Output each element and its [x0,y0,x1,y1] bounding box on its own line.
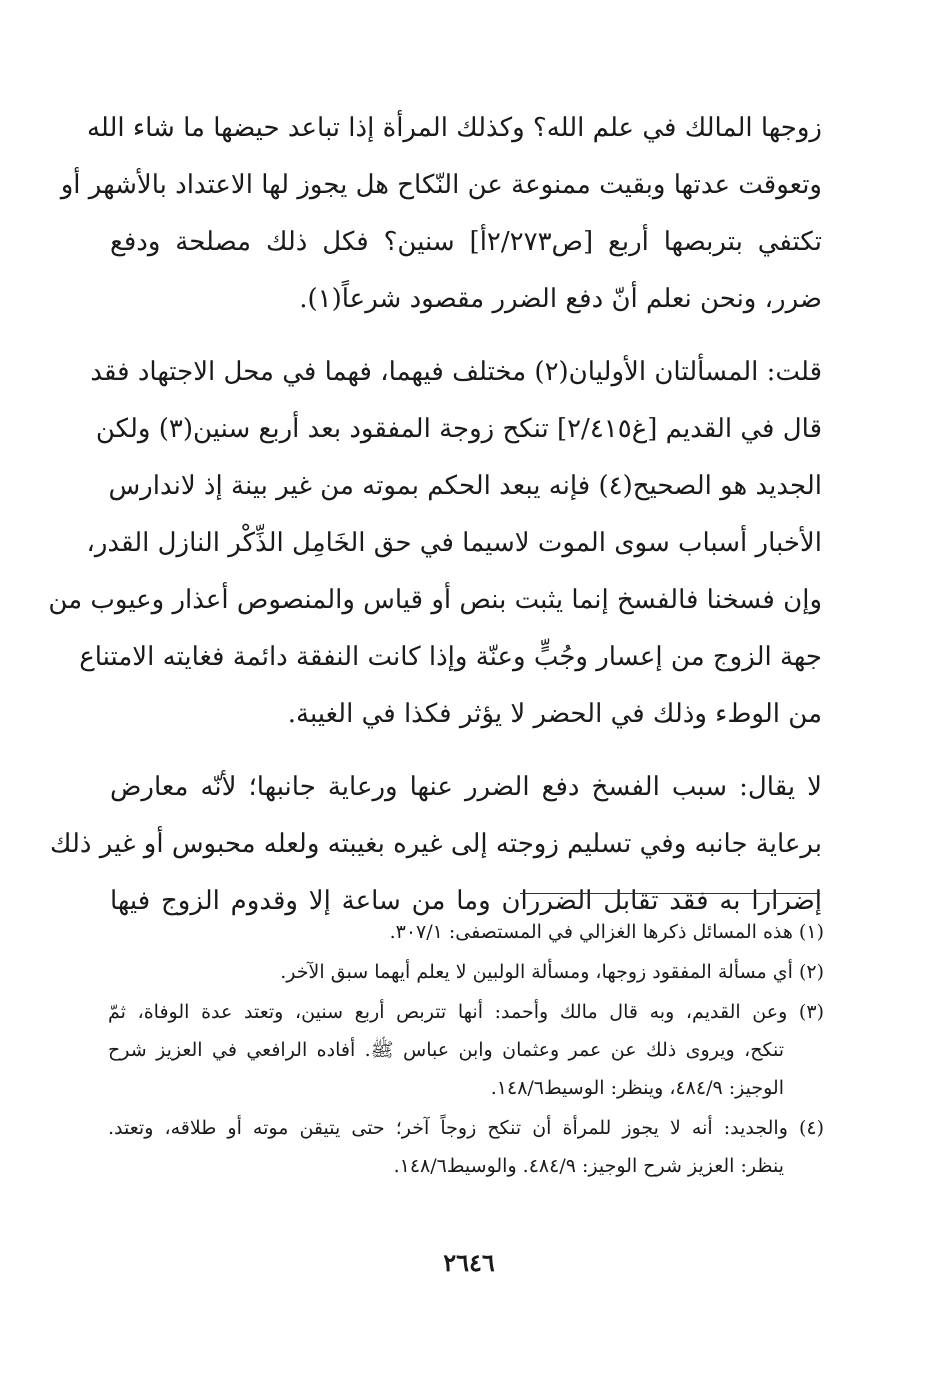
text-line: تكتفي بتربصها أربع [ص٢/٢٧٣أ] سنين؟ فكل ذلك مصلحة ودفع [110,227,822,257]
text-line: الأخبار أسباب سوى الموت لاسيما في حق الخَامِل الذِّكْر النازل القدر، [86,528,822,558]
footnote-line: ينظر: العزيز شرح الوجيز: ٤٨٤/٩. والوسيط١٤٨/٦. [393,1155,784,1177]
text-line: زوجها المالك في علم الله؟ وكذلك المرأة إذا تباعد حيضها ما شاء الله [86,113,822,143]
paragraph-1 [60,100,822,328]
text-line: جهة الزوج من إعسار وجُبٍّ وعنّة وإذا كانت النفقة دائمة فغايته الامتناع [79,642,822,672]
footnote-3 [108,993,824,1107]
footnote-line: (٢) أي مسألة المفقود زوجها، ومسألة الولبين لا يعلم أيهما سبق الآخر. [280,961,824,983]
page-number: ٢٦٤٦ [443,1248,495,1277]
text-line: إضرارا به فقد تقابل الضرران وما من ساعة إلا وقدوم الزوج فيها [110,886,822,916]
footnotes-section [108,913,824,1187]
text-line: وتعوقت عدتها وبقيت ممنوعة عن النّكاح هل يجوز لها الاعتداد بالأشهر أو [60,170,822,200]
footnote-divider [520,893,820,894]
footnote-line: الوجيز: ٤٨٤/٩، وينظر: الوسيط١٤٨/٦. [490,1077,784,1099]
main-text-body [48,100,822,930]
footnote-4 [108,1109,824,1185]
text-line: من الوطء وذلك في الحضر لا يؤثر فكذا في الغيبة. [287,699,822,729]
text-line: برعاية جانبه وفي تسليم زوجته إلى غيره بغيبته ولعله محبوس أو غير ذلك [50,829,822,859]
paragraph-2 [48,344,822,743]
text-line: لا يقال: سبب الفسخ دفع الضرر عنها ورعاية جانبها؛ لأنّه معارض [110,772,822,802]
paragraph-3 [50,759,822,930]
text-line: الجديد هو الصحيح(٤) فإنه يبعد الحكم بموته من غير بينة إذ لاندارس [108,471,822,501]
text-line: ضرر، ونحن نعلم أنّ دفع الضرر مقصود شرعاً(١). [299,284,822,314]
footnote-line: (٣) وعن القديم، وبه قال مالك وأحمد: أنها تتربص أربع سنين، وتعتد عدة الوفاة، ثمّ [108,1001,824,1023]
footnote-line: (٤) والجديد: أنه لا يجوز للمرأة أن تنكح زوجاً آخر؛ حتى يتيقن موته أو طلاقه، وتعتد. [108,1117,824,1139]
text-line: قال في القديم [غ٢/٤١٥] تنكح زوجة المفقود بعد أربع سنين(٣) ولكن [95,414,822,444]
footnote-line: (١) هذه المسائل ذكرها الغزالي في المستصفى: ٣٠٧/١. [389,921,824,943]
text-line: قلت: المسألتان الأوليان(٢) مختلف فيهما، فهما في محل الاجتهاد فقد [90,357,822,387]
text-line: وإن فسخنا فالفسخ إنما يثبت بنص أو قياس والمنصوص أعذار وعيوب من [48,585,822,615]
footnote-1 [108,913,824,951]
footnote-line: تنكح، ويروى ذلك عن عمر وعثمان وابن عباس ﷺ. أفاده الرافعي في العزيز شرح [108,1039,784,1061]
footnote-2 [108,953,824,991]
